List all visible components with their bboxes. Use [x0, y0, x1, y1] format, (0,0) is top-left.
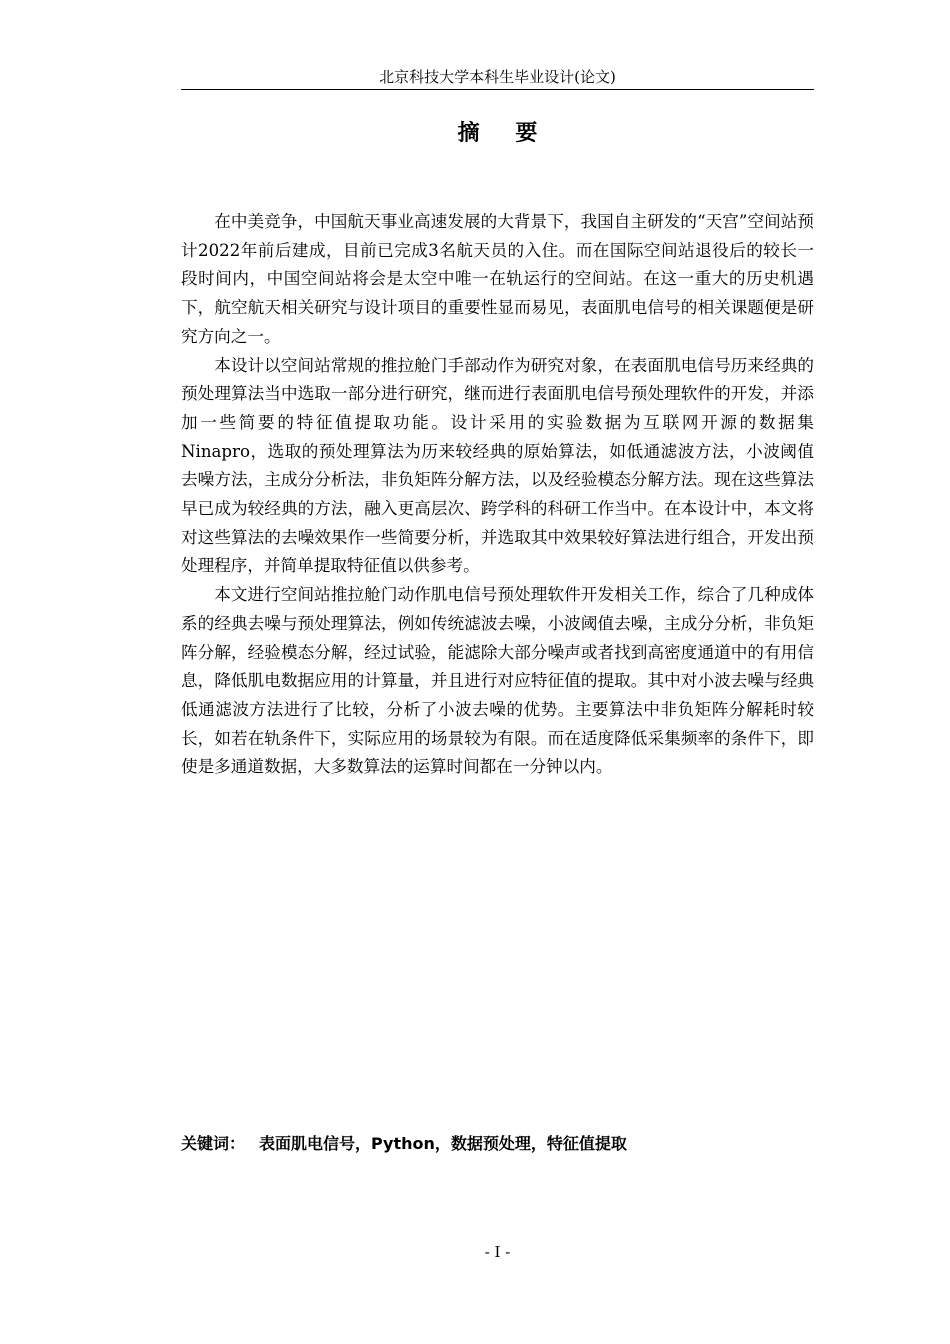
abstract-paragraph-2: 本设计以空间站常规的推拉舱门手部动作为研究对象，在表面肌电信号历来经典的预处理算法当中选取一部分进行研究，继而进行表面肌电信号预处理软件的开发，并添加一些简要的特征值提取功能。设计采用的实验数据为互联网开源的数据集Ninapro，选取的预处理算法为历来较经典的原始算法，如低通滤波方法，小波阈值去噪方法，主成分分析法，非负矩阵分解方法，以及经验模态分解方法。现在这些算法早已成为较经典的方法，融入更高层次、跨学科的科研工作当中。在本设计中，本文将对这些算法的去噪效果作一些简要分析，并选取其中效果较好算法进行组合，开发出预处理程序，并简单提取特征值以供参考。 — [181, 355, 814, 576]
abstract-title: 摘 要 — [457, 121, 552, 146]
abstract-paragraph-3: 本文进行空间站推拉舱门动作肌电信号预处理软件开发相关工作，综合了几种成体系的经典去噪与预处理算法，例如传统滤波去噪，小波阈值去噪，主成分分析，非负矩阵分解，经验模态分解，经过试验，能滤除大部分噪声或者找到高密度通道中的有用信息，降低肌电数据应用的计算量，并且进行对应特征值的提取。其中对小波去噪与经典低通滤波方法进行了比较，分析了小波去噪的优势。主要算法中非负矩阵分解耗时较长，如若在轨条件下，实际应用的场景较为有限。而在适度降低采集频率的条件下，即使是多通道数据，大多数算法的运算时间都在一分钟以内。 — [181, 585, 814, 777]
abstract-body — [181, 208, 814, 782]
abstract-paragraph-1: 在中美竞争，中国航天事业高速发展的大背景下，我国自主研发的“天宫”空间站预计2022年前后建成，目前已完成3名航天员的入住。而在国际空间站退役后的较长一段时间内，中国空间站将会是太空中唯一在轨运行的空间站。在这一重大的历史机遇下，航空航天相关研究与设计项目的重要性显而易见，表面肌电信号的相关课题便是研究方向之一。 — [181, 212, 814, 346]
keywords-line — [181, 1130, 814, 1158]
page-number: - I - — [484, 1243, 511, 1261]
keywords-label: 关键词： — [181, 1134, 246, 1153]
keywords-value: 表面肌电信号，Python，数据预处理，特征值提取 — [259, 1134, 627, 1153]
running-header: 北京科技大学本科生毕业设计(论文) — [379, 68, 616, 86]
header-rule — [181, 89, 814, 90]
